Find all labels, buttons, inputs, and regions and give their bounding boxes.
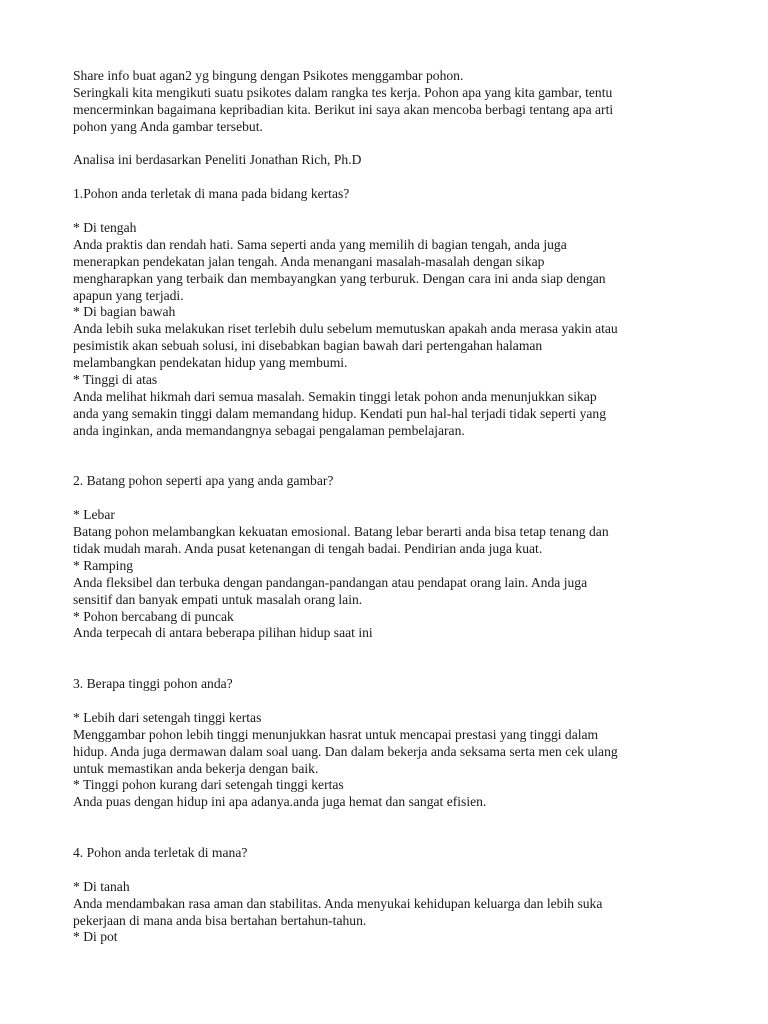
text-line: * Ramping <box>73 557 134 573</box>
text-line: * Di tanah <box>73 878 130 894</box>
text-line: * Pohon bercabang di puncak <box>73 608 234 624</box>
text-line: anda yang semakin tinggi dalam memandang hidup. Kendati pun hal-hal terjadi tidak seperti yang <box>73 405 607 421</box>
text-line: * Lebih dari setengah tinggi kertas <box>73 709 262 725</box>
blank-line <box>73 136 713 153</box>
text-line: apapun yang terjadi. <box>73 287 184 303</box>
blank-line <box>73 659 713 676</box>
text-line: 2. Batang pohon seperti apa yang anda gambar? <box>73 473 334 489</box>
text-line: mencerminkan bagaimana kepribadian kita. Berikut ini saya akan mencoba berbagi tentang apa arti <box>73 101 614 117</box>
text-line: melambangkan pendekatan hidup yang membumi. <box>73 355 348 371</box>
blank-line <box>73 169 713 186</box>
blank-line <box>73 203 713 220</box>
text-line: pohon yang Anda gambar tersebut. <box>73 118 263 134</box>
text-line: Menggambar pohon lebih tinggi menunjukkan hasrat untuk mencapai prestasi yang tinggi dalam <box>73 726 599 742</box>
text-line: 1.Pohon anda terletak di mana pada bidang kertas? <box>73 186 350 202</box>
text-line: Analisa ini berdasarkan Peneliti Jonathan Rich, Ph.D <box>73 152 362 168</box>
text-line: Anda fleksibel dan terbuka dengan pandangan-pandangan atau pendapat orang lain. Anda juga <box>73 574 588 590</box>
text-line: * Di pot <box>73 929 118 945</box>
text-line: Share info buat agan2 yg bingung dengan Psikotes menggambar pohon. <box>73 68 464 83</box>
text-line: Anda puas dengan hidup ini apa adanya.anda juga hemat dan sangat efisien. <box>73 794 487 810</box>
document-page <box>73 68 713 946</box>
text-line: * Lebar <box>73 507 115 523</box>
blank-line <box>73 440 713 457</box>
text-line: Seringkali kita mengikuti suatu psikotes dalam rangka tes kerja. Pohon apa yang kita gambar, tentu <box>73 84 613 100</box>
text-line: menerapkan pendekatan jalan tengah. Anda menangani masalah-masalah dengan sikap <box>73 253 545 269</box>
text-line: * Tinggi pohon kurang dari setengah tinggi kertas <box>73 777 344 793</box>
text-line: untuk memastikan anda bekerja dengan baik. <box>73 760 319 776</box>
blank-line <box>73 642 713 659</box>
blank-line <box>73 862 713 879</box>
text-line: Anda terpecah di antara beberapa pilihan hidup saat ini <box>73 625 373 641</box>
text-line: pekerjaan di mana anda bisa bertahan bertahun-tahun. <box>73 912 367 928</box>
text-line: mengharapkan yang terbaik dan membayangkan yang terburuk. Dengan cara ini anda siap dengan <box>73 270 606 286</box>
blank-line <box>73 811 713 828</box>
blank-line <box>73 693 713 710</box>
text-line: 4. Pohon anda terletak di mana? <box>73 844 248 860</box>
text-line: Anda praktis dan rendah hati. Sama seperti anda yang memilih di bagian tengah, anda juga <box>73 236 567 252</box>
blank-line <box>73 490 713 507</box>
text-line: Batang pohon melambangkan kekuatan emosional. Batang lebar berarti anda bisa tetap tenang dan <box>73 524 609 540</box>
blank-line <box>73 828 713 845</box>
text-line: hidup. Anda juga dermawan dalam soal uang. Dan dalam bekerja anda seksama serta men cek ulang <box>73 743 618 759</box>
text-line: pesimistik akan sebuah solusi, ini disebabkan bagian bawah dari pertengahan halaman <box>73 338 543 354</box>
text-line: sensitif dan banyak empati untuk masalah orang lain. <box>73 591 363 607</box>
text-line: Anda melihat hikmah dari semua masalah. Semakin tinggi letak pohon anda menunjukkan sikap <box>73 388 597 404</box>
text-line: Anda lebih suka melakukan riset terlebih dulu sebelum memutuskan apakah anda merasa yakin atau <box>73 321 618 337</box>
text-line: anda inginkan, anda memandangnya sebagai pengalaman pembelajaran. <box>73 422 465 438</box>
text-line: * Di tengah <box>73 220 137 236</box>
text-line: * Tinggi di atas <box>73 372 158 388</box>
text-line: 3. Berapa tinggi pohon anda? <box>73 676 233 692</box>
text-line: tidak mudah marah. Anda pusat ketenangan di tengah badai. Pendirian anda juga kuat. <box>73 540 543 556</box>
text-line: Anda mendambakan rasa aman dan stabilitas. Anda menyukai kehidupan keluarga dan lebih suka <box>73 895 603 911</box>
blank-line <box>73 456 713 473</box>
text-line: * Di bagian bawah <box>73 304 176 320</box>
